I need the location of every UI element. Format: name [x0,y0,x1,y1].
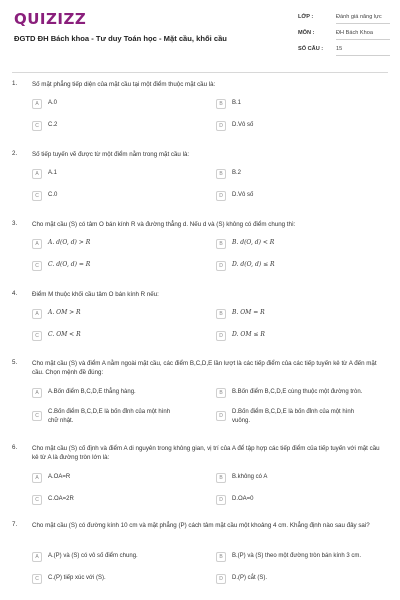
option-d[interactable] [216,573,384,585]
option-letter-box: D [216,121,226,131]
option-letter-box: A [32,309,42,319]
option-letter-box: B [216,309,226,319]
meta-underline [336,23,390,24]
option-text: C.OA=2R [48,496,74,502]
option-letter-box: B [216,388,226,398]
option-d[interactable] [216,260,384,272]
option-text: C.Bốn điểm B,C,D,E là bốn đỉnh của một hình chữ nhật. [48,409,171,424]
question-text: Cho mặt cầu (S) có tâm O bán kính R và đường thẳng d. Nếu d và (S) không có điểm chung thì: [32,221,296,228]
question-text: Số mặt phẳng tiếp diện của mặt cầu tại một điểm thuộc mặt cầu là: [32,81,216,88]
option-letter-box: A [32,552,42,562]
option-letter-box: C [32,261,42,271]
option-d[interactable] [216,407,384,429]
option-letter-box: A [32,169,42,179]
option-d[interactable] [216,190,384,202]
option-text: D.(P) cắt (S). [232,575,268,581]
option-text: C.2 [48,122,58,128]
option-b[interactable] [216,238,384,250]
question-number: 5. [12,359,18,366]
question-number: 7. [12,521,18,528]
option-text: D.Vô số [232,192,254,198]
option-d[interactable] [216,494,384,506]
option-text: A.0 [48,100,58,106]
option-text: C.(P) tiếp xúc với (S). [48,575,106,581]
header-divider [12,72,388,73]
option-b[interactable] [216,308,384,320]
option-text: A. d(O, d) > R [48,239,91,246]
option-letter-box: A [32,473,42,483]
option-a[interactable] [32,238,200,250]
question-text: Cho mặt cầu (S) và điểm A nằm ngoài mặt cầu, các điểm B,C,D,E lần lượt là các tiếp điểm của các tiếp tuyến kẻ từ A đến mặt cầu. Chọn mệnh đề đúng: [32,360,377,376]
option-text: B. OM = R [232,309,265,316]
meta-subject [298,30,390,44]
option-letter-box: B [216,169,226,179]
option-letter-box: B [216,99,226,109]
option-c[interactable] [32,494,200,506]
option-a[interactable] [32,387,200,399]
option-d[interactable] [216,330,384,342]
option-text: B.2 [232,170,242,176]
option-letter-box: C [32,411,42,421]
option-b[interactable] [216,551,384,563]
option-text: B.(P) và (S) theo một đường tròn bán kính 3 cm. [232,553,362,559]
option-text: C.0 [48,192,58,198]
meta-subject-label: MÔN : [298,30,315,36]
meta-count-value: 15 [336,46,343,52]
option-letter-box: B [216,473,226,483]
option-text: C. d(O, d) = R [48,261,91,268]
option-letter-box: A [32,388,42,398]
question-text: Cho mặt cầu (S) cố định và điểm A di nguyên trong không gian, vị trí của A để tập hợp các tiếp điểm của tiếp tuyến với mặt cầu kẻ từ A là đường tròn lớn là: [32,445,380,461]
option-text: A. OM > R [48,309,81,316]
option-letter-box: D [216,331,226,341]
option-text: C. OM < R [48,331,81,338]
question-text: Số tiếp tuyến vẽ được từ một điểm nằm trong mặt cầu là: [32,151,190,158]
question-number: 6. [12,444,18,451]
option-letter-box: D [216,261,226,271]
question-number: 3. [12,220,18,227]
option-text: A.(P) và (S) có vô số điểm chung. [48,553,138,559]
option-letter-box: C [32,331,42,341]
option-text: D. d(O, d) ≤ R [232,261,275,268]
option-text: D.Bốn điểm B,C,D,E là bốn đỉnh của một hình vuông. [232,409,355,424]
quizizz-logo: QUIZIZZ [14,10,87,28]
option-c[interactable] [32,190,200,202]
option-letter-box: B [216,239,226,249]
option-letter-box: D [216,191,226,201]
option-a[interactable] [32,168,200,180]
option-a[interactable] [32,308,200,320]
option-text: A.OA=R [48,474,71,480]
meta-class-value: Đánh giá năng lực [336,14,382,20]
meta-underline [336,39,390,40]
option-text: D.Vô số [232,122,254,128]
meta-class-label: LỚP : [298,14,314,20]
option-letter-box: A [32,239,42,249]
option-d[interactable] [216,120,384,132]
option-text: B.Bốn điểm B,C,D,E cùng thuộc một đường tròn. [232,389,363,395]
option-letter-box: D [216,495,226,505]
option-letter-box: D [216,574,226,584]
meta-count [298,46,390,60]
option-letter-box: C [32,574,42,584]
option-text: B.1 [232,100,242,106]
option-text: A.1 [48,170,58,176]
option-b[interactable] [216,98,384,110]
option-c[interactable] [32,120,200,132]
option-c[interactable] [32,330,200,342]
question-number: 2. [12,150,18,157]
question-number: 1. [12,80,18,87]
option-c[interactable] [32,573,200,585]
page-header [0,0,400,70]
meta-subject-value: ĐH Bách Khoa [336,30,374,36]
option-letter-box: D [216,411,226,421]
option-text: D. OM ≤ R [232,331,265,338]
option-c[interactable] [32,407,200,429]
option-text: A.Bốn điểm B,C,D,E thẳng hàng. [48,389,136,395]
option-letter-box: C [32,495,42,505]
option-letter-box: C [32,191,42,201]
option-a[interactable] [32,472,200,484]
option-text: B. d(O, d) < R [232,239,275,246]
question-text: Điểm M thuộc khối cầu tâm O bán kính R nếu: [32,291,159,298]
option-text: B.không có A [232,474,268,480]
option-letter-box: A [32,99,42,109]
question-text: Cho mặt cầu (S) có đường kính 10 cm và mặt phẳng (P) cách tâm mặt cầu một khoảng 4 cm. Khẳng định nào sau đây sai? [32,522,370,529]
option-letter-box: B [216,552,226,562]
meta-underline [336,55,390,56]
option-b[interactable] [216,472,384,484]
option-letter-box: C [32,121,42,131]
meta-count-label: SỐ CÂU : [298,46,324,52]
option-b[interactable] [216,387,384,399]
option-b[interactable] [216,168,384,180]
meta-class [298,14,390,28]
option-c[interactable] [32,260,200,272]
option-a[interactable] [32,551,200,563]
option-a[interactable] [32,98,200,110]
document-title: ĐGTD ĐH Bách khoa - Tư duy Toán học - Mặt cầu, khối cầu [14,34,227,43]
option-text: D.OA=0 [232,496,254,502]
question-number: 4. [12,290,18,297]
